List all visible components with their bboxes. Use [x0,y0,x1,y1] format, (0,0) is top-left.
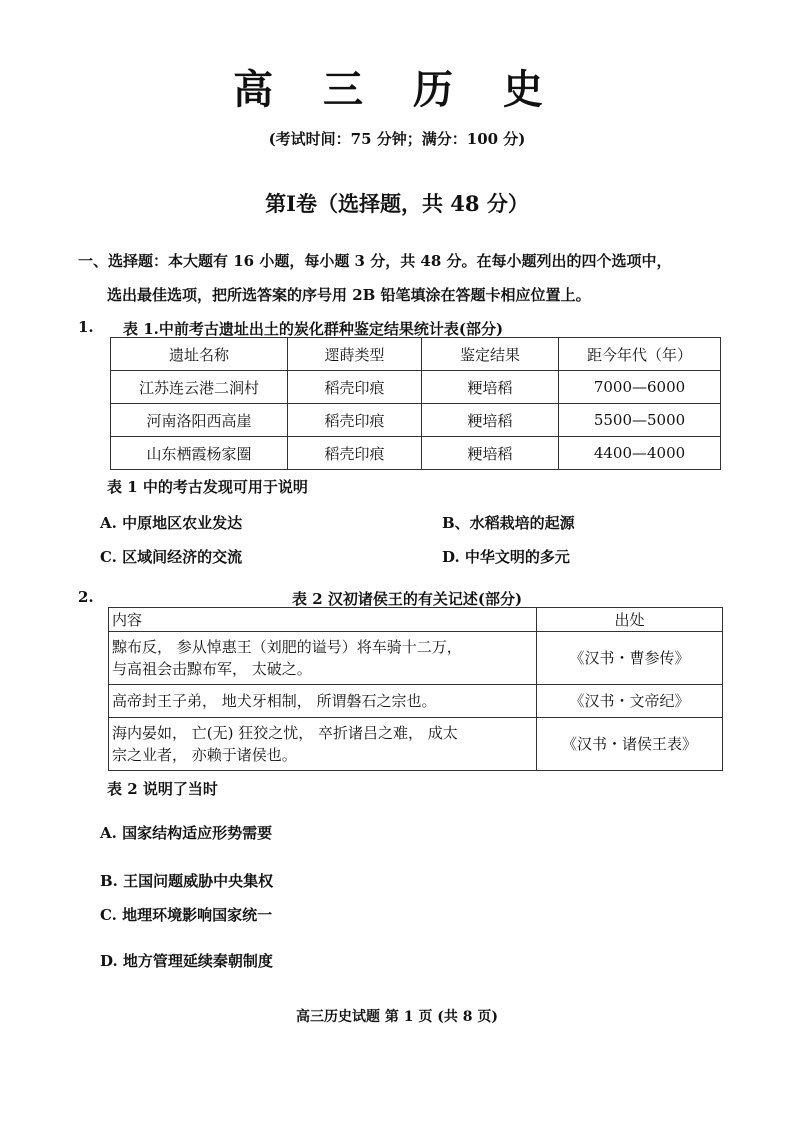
table-cell: 《汉书・文帝纪》 [537,685,723,718]
page-title: 高 三 历 史 [233,66,561,113]
table-header-row [111,338,721,371]
table-cell: 稻壳印痕 [288,371,422,404]
table-cell: 4400—4000 [559,437,721,470]
question-2-number: 2. [78,588,94,606]
option-b: B、水稻栽培的起源 [442,514,575,532]
table-1-caption: 表 1.中前考古遗址出土的炭化群种鉴定结果统计表(部分) [123,320,504,338]
question-1-stem: 表 1 中的考古发现可用于说明 [107,478,308,496]
content-line: 宗之业者， 亦赖于诸侯也。 [112,746,297,764]
content-line: 高帝封王子弟， 地犬牙相制， 所谓磐石之宗也。 [112,692,437,710]
table-row [111,437,721,470]
table-row [111,371,721,404]
table-header-cell: 遝蒔类型 [288,338,422,371]
table-cell: 粳培稻 [422,404,559,437]
table-cell: 《汉书・诸侯王表》 [537,718,723,771]
table-row [109,632,723,685]
table-cell [109,718,537,771]
content-line: 黥布反， 参从悼惠王（刘肥的谥号）将车骑十二万， [112,638,462,656]
table-header-cell: 内容 [109,608,537,632]
table-header-cell: 遗址名称 [111,338,288,371]
instructions-line-1: 一、选择题：本大题有 16 小题，每小题 3 分，共 48 分。在每小题列出的四个选项中， [78,252,672,270]
page-footer: 高三历史试题 第 1 页 (共 8 页) [296,1009,498,1025]
table-header-cell: 鉴定结果 [422,338,559,371]
option-a: A. 国家结构适应形势需要 [100,824,273,842]
question-2-stem: 表 2 说明了当时 [107,780,218,798]
option-c: C. 区域间经济的交流 [100,548,243,566]
table-row [111,404,721,437]
option-a: A. 中原地区农业发达 [100,514,243,532]
table-header-cell: 距今年代（年） [559,338,721,371]
option-c: C. 地理环境影响国家统一 [100,906,273,924]
content-line: 与高祖会击黥布军， 太破之。 [112,660,312,678]
table-cell: 稻壳印痕 [288,437,422,470]
table-cell: 7000—6000 [559,371,721,404]
table-cell [109,632,537,685]
option-d: D. 地方管理延续秦朝制度 [100,952,273,970]
table-cell: 河南洛阳西高崖 [111,404,288,437]
table-cell: 江苏连云港二涧村 [111,371,288,404]
table-cell: 《汉书・曹参传》 [537,632,723,685]
table-cell: 稻壳印痕 [288,404,422,437]
table-cell: 5500—5000 [559,404,721,437]
content-line: 海内晏如， 亡(无) 狂狡之忧， 卒折诸吕之难， 成太 [112,724,458,742]
table-row [109,718,723,771]
table-header-row [109,608,723,632]
table-cell: 粳培稻 [422,371,559,404]
section-title: 第Ⅰ卷（选择题，共 48 分） [265,191,529,216]
exam-info: (考试时间：75 分钟；满分：100 分) [268,130,526,148]
option-d: D. 中华文明的多元 [442,548,570,566]
table-cell: 山东栖霞杨家圈 [111,437,288,470]
question-1-number: 1. [78,318,94,336]
option-b: B. 王国问题威胁中央集权 [100,872,274,890]
table-cell: 粳培稻 [422,437,559,470]
table-cell [109,685,537,718]
table-2-caption: 表 2 汉初诸侯王的有关记述(部分) [292,590,523,608]
table-row [109,685,723,718]
table-2 [108,607,723,771]
table-header-cell: 出处 [537,608,723,632]
table-1 [110,337,721,470]
instructions-line-2: 选出最佳选项，把所选答案的序号用 2B 铅笔填涂在答题卡相应位置上。 [107,286,591,304]
